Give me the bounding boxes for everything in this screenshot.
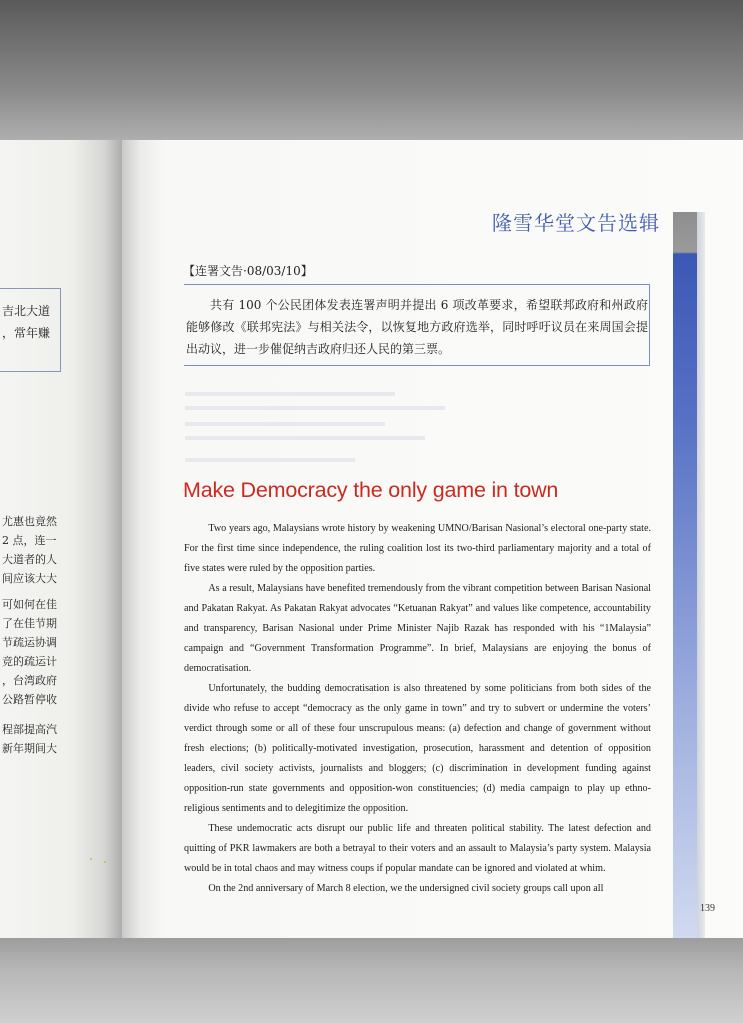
- scan-shadow-top: [0, 0, 743, 150]
- show-through: [185, 406, 445, 410]
- left-page-fragment: 节疏运协调: [2, 636, 57, 649]
- left-page-fragment: ，常年赚: [2, 326, 51, 340]
- left-page-fragment: 竞的疏运计: [2, 655, 57, 668]
- left-page-heading: [0, 425, 62, 505]
- left-page-body: [2, 720, 57, 758]
- scan-shadow-bottom: [0, 938, 743, 1023]
- summary-top-rule: [184, 284, 650, 285]
- page-number: 139: [700, 903, 715, 914]
- article-paragraph: On the 2nd anniversary of March 8 election, we the undersigned civil society groups call upon all: [208, 883, 604, 894]
- scan-speck: [90, 858, 92, 860]
- article-paragraph: As a result, Malaysians have benefited tremendously from the vibrant competition between Barisan Nasional and Pakatan Rakyat. As Pakatan Rakyat advocates “Ketuanan Rakyat” and values like competence, accountability and transparency, Barisan Nasional under Prime Minister Najib Razak has responded with his “1Malaysia” campaign and “Government Transformation Programme”. In brief, Malaysians are enjoying the bonus of democratisation.: [184, 583, 651, 674]
- left-page-fragment: 吉北大道: [2, 304, 51, 318]
- show-through: [185, 392, 395, 396]
- left-page-fragment: 了在佳节期: [2, 617, 57, 630]
- show-through: [185, 458, 355, 462]
- article-paragraph: These undemocratic acts disrupt our public life and threaten political stability. The latest defection and quitting of PKR lawmakers are both a betrayal to their voters and an assault to Malaysia’s party system. Malaysia would be in total chaos and may witness coups if popular mandate can be ignored and violated at whim.: [184, 823, 651, 874]
- left-page-fragment: 程部提高汽: [2, 723, 57, 736]
- statement-reference: 【连署文告·08/03/10】: [183, 264, 313, 278]
- left-page-fragment: 大道者的人: [2, 553, 57, 566]
- article-title: Make Democracy the only game in town: [183, 478, 559, 502]
- article-body: [184, 519, 651, 899]
- left-page-fragment: 2 点，连一: [2, 534, 57, 547]
- left-page-fragment: ，台湾政府: [2, 674, 57, 687]
- article-paragraph: Two years ago, Malaysians wrote history by weakening UMNO/Barisan Nasional’s electoral one-party state. For the first time since independence, the ruling coalition lost its two-third parliamentary majority and a total of five states were ruled by the opposition parties.: [184, 523, 651, 574]
- left-page-fragment: 公路暂停收: [2, 693, 57, 706]
- left-page-fragment: 新年期间大: [2, 742, 57, 755]
- scan-speck: [104, 861, 106, 863]
- page-edge: [697, 212, 705, 942]
- left-page-fragment: 尤惠也竟然: [2, 515, 57, 528]
- left-page-fragment: 间应该大大: [2, 572, 57, 585]
- left-page-fragment: 可如何在佳: [2, 598, 57, 611]
- summary-text: 共有 100 个公民团体发表连署声明并提出 6 项改革要求，希望联邦政府和州政府能够修改《联邦宪法》与相关法令，以恢复地方政府选举，同时呼吁议员在来周国会提出动议，进一步催促纳吉政府归还人民的第三票。: [186, 298, 648, 356]
- section-tab-blue: [673, 212, 697, 942]
- show-through: [185, 436, 425, 440]
- left-page-box-text: [2, 300, 50, 344]
- left-page-body: [2, 595, 57, 709]
- article-paragraph: Unfortunately, the budding democratisation is also threatened by some politicians from both sides of the divide who refuse to accept “democracy as the only game in town” and try to subvert or undermine the voters’ verdict through some or all of these four unscrupulous means: (a) defection and change of government without fresh elections; (b) politically-motivated investigation, prosecution, harassment and detention of opposition leaders, civil society activists, journalists and bloggers; (c) discrimination in development funding against opposition-run state governments and opposition-won constituencies; (d) media campaign to play up ethno-religious sentiments and to delegitimize the opposition.: [184, 683, 651, 814]
- left-facing-page: [0, 140, 130, 940]
- show-through: [185, 422, 385, 426]
- book-header-title: 隆雪华堂文告选辑: [492, 211, 660, 235]
- left-page-body: [2, 512, 57, 588]
